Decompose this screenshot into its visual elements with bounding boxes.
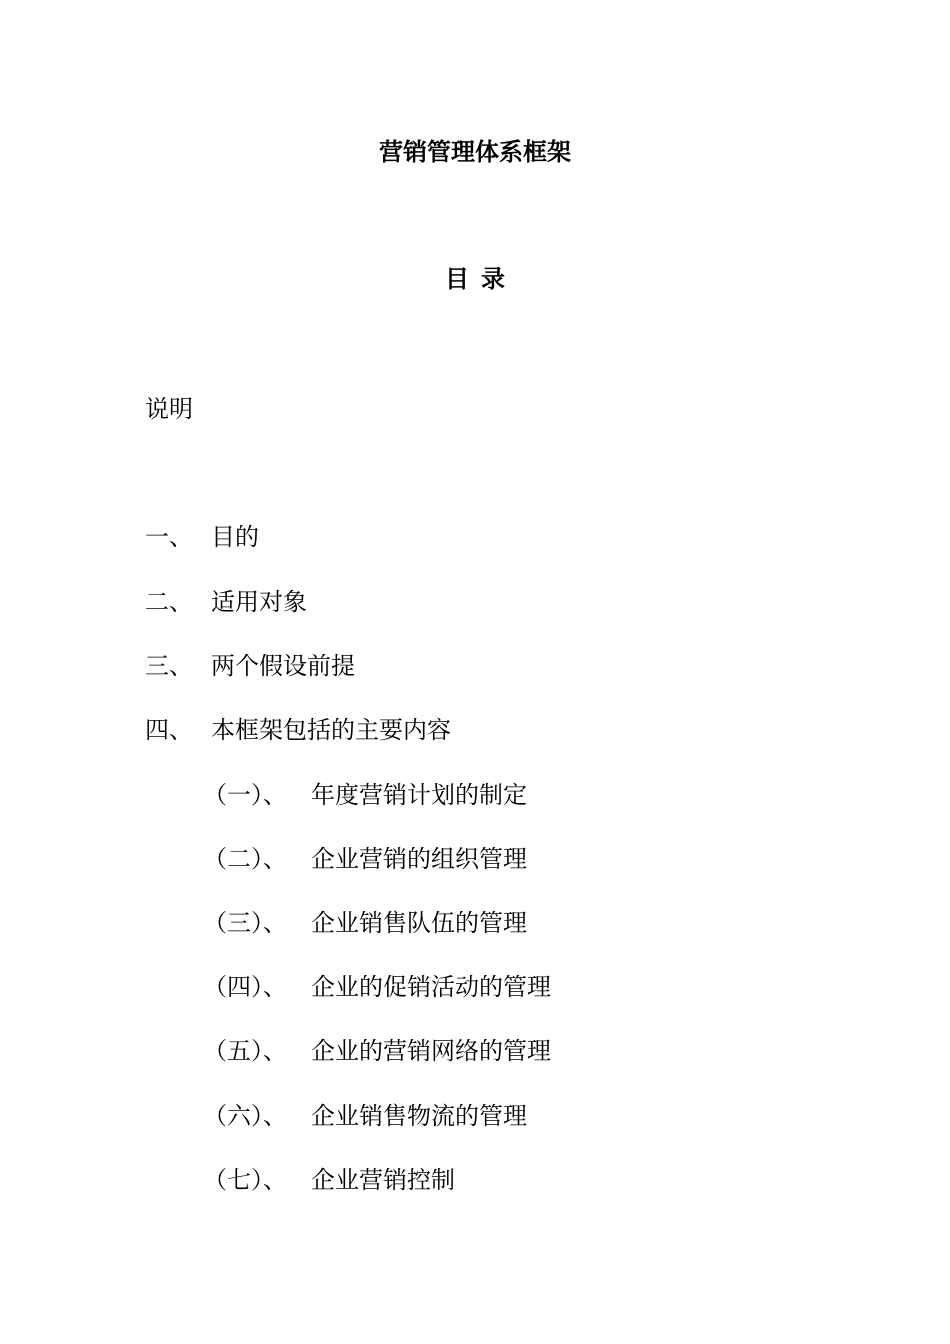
toc-subsection-3 — [203, 907, 527, 939]
toc-subsection-4 — [203, 971, 551, 1003]
toc-section-number: 四、 — [145, 716, 193, 744]
toc-heading: 目录 — [445, 265, 517, 293]
toc-section-text: 适用对象 — [211, 588, 307, 616]
toc-section-1 — [145, 521, 259, 553]
toc-section-4 — [145, 714, 451, 746]
toc-subsection-number: （一）、 — [203, 781, 287, 809]
toc-subsection-text: 企业的营销网络的管理 — [311, 1037, 551, 1065]
toc-subsection-text: 企业的促销活动的管理 — [311, 973, 551, 1001]
toc-subsection-text: 年度营销计划的制定 — [311, 781, 527, 809]
toc-section-2 — [145, 586, 307, 618]
toc-subsection-number: （四）、 — [203, 973, 287, 1001]
toc-subsection-2 — [203, 843, 527, 875]
toc-subsection-text: 企业销售物流的管理 — [311, 1102, 527, 1130]
toc-subsection-number: （三）、 — [203, 909, 287, 937]
toc-subsection-number: （七）、 — [203, 1166, 287, 1194]
toc-subsection-number: （二）、 — [203, 845, 287, 873]
toc-section-text: 目的 — [211, 523, 259, 551]
toc-preface-entry: 说明 — [145, 395, 193, 423]
toc-subsection-text: 企业营销的组织管理 — [311, 845, 527, 873]
toc-subsection-text: 企业营销控制 — [311, 1166, 455, 1194]
toc-section-3 — [145, 650, 355, 682]
toc-section-text: 本框架包括的主要内容 — [211, 716, 451, 744]
toc-section-number: 一、 — [145, 523, 193, 551]
toc-subsection-number: （五）、 — [203, 1037, 287, 1065]
toc-subsection-text: 企业销售队伍的管理 — [311, 909, 527, 937]
toc-subsection-6 — [203, 1100, 527, 1132]
toc-subsection-5 — [203, 1035, 551, 1067]
toc-subsection-1 — [203, 779, 527, 811]
toc-subsection-7 — [203, 1164, 455, 1196]
document-title: 营销管理体系框架 — [379, 138, 571, 166]
toc-subsection-number: （六）、 — [203, 1102, 287, 1130]
toc-section-number: 三、 — [145, 652, 193, 680]
toc-section-text: 两个假设前提 — [211, 652, 355, 680]
toc-section-number: 二、 — [145, 588, 193, 616]
